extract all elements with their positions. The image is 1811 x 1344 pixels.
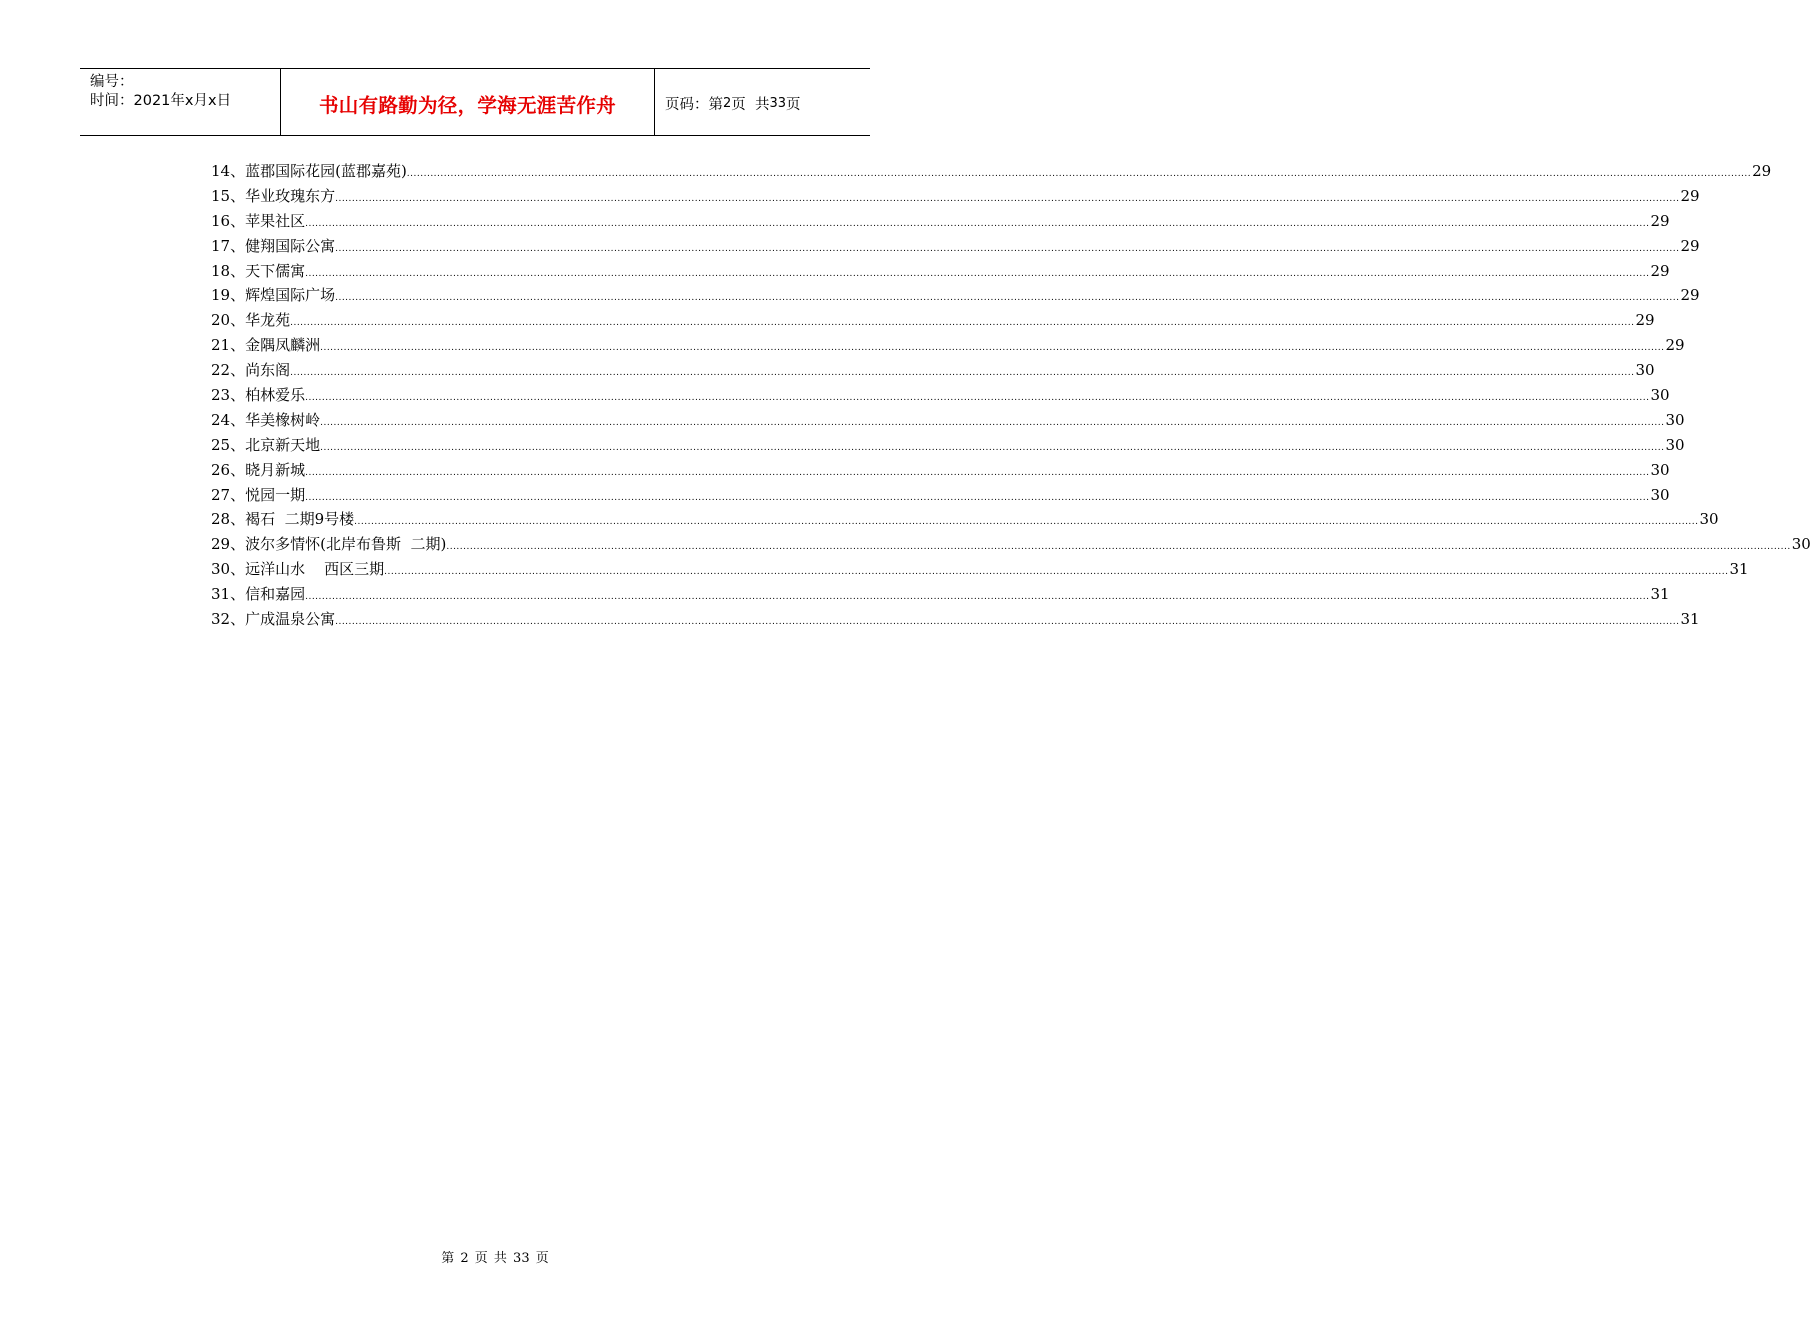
toc-entry-page: 30 [1650,485,1670,504]
toc-entry-title: 14、蓝郡国际花园(蓝郡嘉苑) [211,162,407,180]
toc-entry[interactable] [211,259,1670,284]
toc-entry-title: 18、天下儒寓 [211,261,306,280]
toc-entry-title: 16、苹果社区 [211,211,306,230]
toc-entry-title: 23、柏林爱乐 [211,386,306,405]
toc-entry[interactable] [211,358,1655,383]
toc-leader-dots: ................................................................................................................................................................................................................................................................................................................................................................................................................ [305,592,1650,603]
toc-entry-page: 30 [1635,361,1655,380]
page-suffix: 页 [786,96,801,113]
toc-entry[interactable] [211,383,1670,408]
toc-entry[interactable] [211,308,1655,333]
header-left-cell [80,69,281,135]
toc-entry[interactable] [211,507,1719,532]
toc-entry-title: 27、悦园一期 [211,485,306,504]
toc-entry-title: 19、辉煌国际广场 [211,286,336,305]
toc-entry-title: 30、远洋山水 西区三期 [211,560,385,579]
toc-entry[interactable] [211,234,1700,259]
page-footer: 第 2 页 共 33 页 [441,1251,549,1266]
toc-entry-title: 20、华龙苑 [211,311,291,330]
page-mid: 页 共 [731,96,770,113]
toc-entry[interactable] [211,582,1670,607]
toc-leader-dots: ................................................................................................................................................................................................................................................................................................................................................................................................................ [305,268,1650,279]
toc-leader-dots: ................................................................................................................................................................................................................................................................................................................................................................................................................ [354,517,1699,528]
toc-entry-title: 24、华美橡树岭 [211,410,321,429]
toc-leader-dots: ................................................................................................................................................................................................................................................................................................................................................................................................................ [290,318,1635,329]
toc-entry-page: 29 [1680,186,1700,205]
toc-leader-dots: ................................................................................................................................................................................................................................................................................................................................................................................................................ [305,492,1650,503]
toc-entry[interactable] [211,483,1670,508]
toc-entry[interactable] [211,532,1811,557]
header-motto: 书山有路勤为径，学海无涯苦作舟 [281,69,655,135]
toc-entry-title: 28、褐石 二期9号楼 [211,510,355,529]
toc-leader-dots: ................................................................................................................................................................................................................................................................................................................................................................................................................ [305,467,1650,478]
toc-entry-page: 31 [1729,560,1749,579]
toc-entry-page: 31 [1680,610,1700,629]
toc-leader-dots: ................................................................................................................................................................................................................................................................................................................................................................................................................ [305,393,1650,404]
toc-entry[interactable] [211,433,1685,458]
toc-entry-page: 29 [1635,311,1655,330]
toc-entry-page: 29 [1650,261,1670,280]
toc-leader-dots: ................................................................................................................................................................................................................................................................................................................................................................................................................ [335,293,1680,304]
toc-entry[interactable] [211,557,1749,582]
toc-entry-page: 30 [1665,410,1685,429]
toc-entry-page: 30 [1791,535,1811,554]
toc-entry-page: 30 [1699,510,1719,529]
toc-leader-dots: ................................................................................................................................................................................................................................................................................................................................................................................................................ [305,218,1650,229]
toc-entry-title: 31、信和嘉园 [211,585,306,604]
toc-entry-title: 17、健翔国际公寓 [211,236,336,255]
toc-entry[interactable] [211,184,1700,209]
toc-entry-title: 25、北京新天地 [211,435,321,454]
toc-leader-dots: ................................................................................................................................................................................................................................................................................................................................................................................................................ [320,442,1665,453]
date-label: 时间：2021年x月x日 [90,93,232,109]
toc-entry-title: 32、广成温泉公寓 [211,610,336,629]
toc-leader-dots: ................................................................................................................................................................................................................................................................................................................................................................................................................ [406,169,1752,179]
toc-entry[interactable] [211,458,1670,483]
toc-leader-dots: ................................................................................................................................................................................................................................................................................................................................................................................................................ [384,567,1729,578]
toc-entry-page: 29 [1752,162,1772,180]
toc-entry-page: 29 [1650,211,1670,230]
toc-entry-page: 29 [1680,236,1700,255]
toc-entry[interactable] [211,283,1700,308]
toc-entry-title: 21、金隅凤麟洲 [211,336,321,355]
table-of-contents [211,159,1811,632]
header-page-info [655,69,870,135]
toc-entry-page: 30 [1665,435,1685,454]
toc-entry-page: 29 [1665,336,1685,355]
toc-entry-title: 26、晓月新城 [211,460,306,479]
toc-entry-page: 30 [1650,386,1670,405]
toc-entry[interactable] [211,408,1685,433]
page-prefix: 页码：第 [665,96,723,113]
toc-entry-title: 29、波尔多情怀(北岸布鲁斯 二期) [211,535,447,554]
toc-entry[interactable] [211,333,1685,358]
toc-leader-dots: ................................................................................................................................................................................................................................................................................................................................................................................................................ [335,193,1680,204]
toc-leader-dots: ................................................................................................................................................................................................................................................................................................................................................................................................................ [320,343,1665,354]
toc-entry-page: 30 [1650,460,1670,479]
toc-leader-dots: ................................................................................................................................................................................................................................................................................................................................................................................................................ [320,417,1665,428]
page-total: 33 [769,95,787,111]
toc-entry-page: 31 [1650,585,1670,604]
page-header [80,68,870,136]
toc-leader-dots: ................................................................................................................................................................................................................................................................................................................................................................................................................ [290,368,1635,379]
serial-number-label: 编号： [90,74,134,90]
toc-entry-title: 15、华业玫瑰东方 [211,186,336,205]
toc-entry[interactable] [211,159,1772,184]
page-number: 2 [723,95,732,111]
toc-entry[interactable] [211,209,1670,234]
toc-leader-dots: ................................................................................................................................................................................................................................................................................................................................................................................................................ [335,617,1680,628]
toc-entry-title: 22、尚东阁 [211,361,291,380]
toc-entry[interactable] [211,607,1700,632]
toc-leader-dots: ................................................................................................................................................................................................................................................................................................................................................................................................................ [335,243,1680,254]
toc-entry-page: 29 [1680,286,1700,305]
toc-leader-dots: ................................................................................................................................................................................................................................................................................................................................................................................................................ [446,542,1791,553]
